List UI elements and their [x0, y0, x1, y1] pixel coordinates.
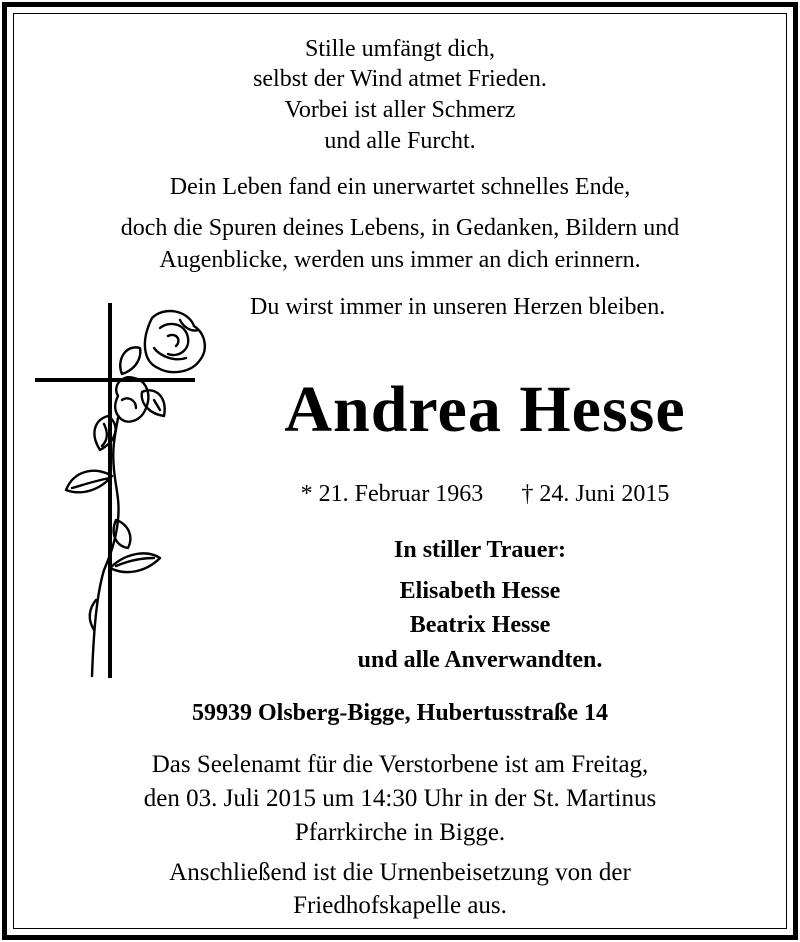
poem-line-1: Stille umfängt dich, — [305, 36, 495, 62]
life-dates — [255, 479, 715, 509]
service-line-1: Das Seelenamt für die Verstorbene ist am Freitag, — [151, 751, 649, 778]
service-line-5: Friedhofskapelle aus. — [293, 892, 507, 919]
intro-line-1: Dein Leben fand ein unerwartet schnelles Ende, — [169, 174, 631, 200]
service-line-3: Pfarrkirche in Bigge. — [294, 819, 506, 846]
death-date: † 24. Juni 2015 — [521, 481, 670, 507]
intro-line-3: Augenblicke, werden uns immer an dich erinnern. — [159, 247, 641, 273]
mourners-heading: In stiller Trauer: — [394, 537, 566, 563]
mourner-2: Beatrix Hesse — [409, 612, 551, 638]
poem-line-3: Vorbei ist aller Schmerz — [284, 97, 516, 123]
poem-line-2: selbst der Wind atmet Frieden. — [253, 66, 547, 92]
deceased-name: Andrea Hesse — [284, 373, 686, 446]
mourner-1: Elisabeth Hesse — [399, 578, 561, 604]
service-line-4: Anschließend ist die Urnenbeisetzung von der — [169, 859, 631, 886]
poem-line-4: und alle Furcht. — [324, 128, 476, 154]
intro-line-4: Du wirst immer in unseren Herzen bleiben. — [250, 294, 666, 320]
address: 59939 Olsberg-Bigge, Hubertusstraße 14 — [192, 700, 608, 726]
birth-date: * 21. Februar 1963 — [300, 481, 484, 507]
service-line-2: den 03. Juli 2015 um 14:30 Uhr in der St. Martinus — [143, 785, 657, 812]
cross-with-rose-icon — [30, 300, 210, 680]
mourner-3: und alle Anverwandten. — [357, 647, 603, 673]
intro-line-2: doch die Spuren deines Lebens, in Gedanken, Bildern und — [120, 215, 680, 241]
